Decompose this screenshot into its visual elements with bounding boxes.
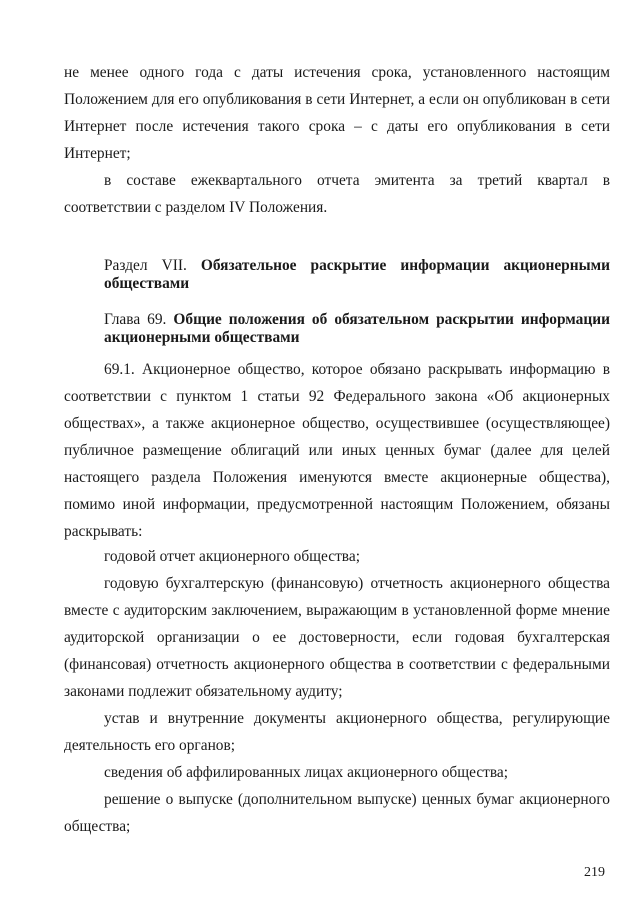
section-title: Обязательное раскрытие информации акционерными обществами (104, 257, 610, 292)
section-label: Раздел VII. (104, 257, 187, 274)
list-item-financial-statements: годовую бухгалтерскую (финансовую) отчетность акционерного общества вместе с аудиторским заключением, выражающим в установленной форме мнение аудиторской организации о ее достоверности, если годовая бухгалтерская (финансовая) отчетность акционерного общества в соответствии с федеральными законами подлежит обязательному аудиту; (64, 575, 610, 700)
paragraph-69-1: 69.1. Акционерное общество, которое обязано раскрывать информацию в соответствии с пунктом 1 статьи 92 Федерального закона «Об акционерных обществах», а также акционерное общество, осуществившее (осуществляющее) публичное размещение облигаций или иных ценных бумаг (далее для целей настоящего раздела Положения именуются вместе акционерные общества), помимо иной информации, предусмотренной настоящим Положением, обязаны раскрывать: (64, 361, 610, 540)
chapter-heading (104, 311, 610, 347)
page-number: 219 (584, 865, 605, 880)
section-heading (104, 257, 610, 293)
list-item-annual-report: годовой отчет акционерного общества; (104, 548, 360, 565)
list-item-affiliates: сведения об аффилированных лицах акционерного общества; (104, 764, 509, 781)
chapter-label: Глава 69. (104, 311, 167, 328)
paragraph-continuation: не менее одного года с даты истечения срока, установленного настоящим Положением для его опубликования в сети Интернет, а если он опубликован в сети Интернет после истечения такого срока – с даты его опубликования в сети Интернет; (64, 64, 610, 162)
list-item-charter: устав и внутренние документы акционерного общества, регулирующие деятельность его органов; (64, 710, 610, 754)
chapter-title: Общие положения об обязательном раскрытии информации акционерными обществами (104, 311, 610, 346)
list-item-securities-decision: решение о выпуске (дополнительном выпуске) ценных бумаг акционерного общества; (64, 791, 610, 835)
paragraph-quarterly-report: в составе ежеквартального отчета эмитента за третий квартал в соответствии с разделом IV Положения. (64, 172, 610, 216)
